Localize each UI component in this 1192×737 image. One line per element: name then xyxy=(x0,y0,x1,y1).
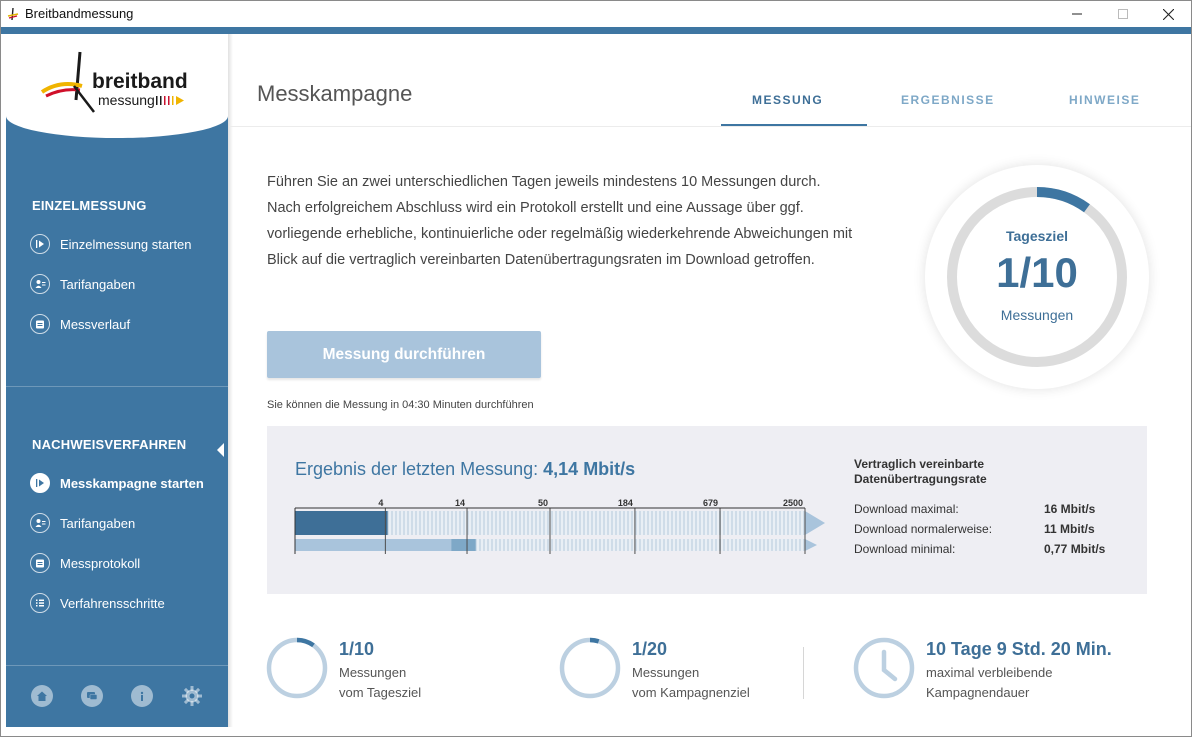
scale-stripe xyxy=(669,539,671,551)
scale-stripe xyxy=(697,511,699,535)
scale-stripe xyxy=(761,511,763,535)
scale-stripe xyxy=(597,511,599,535)
sidebar-item-messverlauf[interactable] xyxy=(30,312,130,336)
scale-stripe xyxy=(541,539,543,551)
scale-stripe xyxy=(613,511,615,535)
minimize-icon xyxy=(1072,9,1082,19)
scale-stripe xyxy=(721,511,723,535)
header-divider xyxy=(229,126,1191,127)
sidebar-item-tarifangaben-2[interactable] xyxy=(30,511,135,535)
close-button[interactable] xyxy=(1145,1,1191,27)
stat-daily-number: 1/10 xyxy=(339,639,375,659)
scale-stripe xyxy=(649,511,651,535)
scale-stripe xyxy=(797,511,799,535)
play-icon xyxy=(30,473,50,493)
scale-stripe xyxy=(453,511,455,535)
scale-stripe xyxy=(669,511,671,535)
progress-ring-daily xyxy=(266,637,328,699)
window-title: Breitbandmessung xyxy=(25,6,134,21)
scale-stripe xyxy=(789,539,791,551)
scale-stripe xyxy=(629,539,631,551)
sidebar-item-label: Messprotokoll xyxy=(60,555,141,571)
scale-stripe xyxy=(725,511,727,535)
logo-bars-icon xyxy=(156,94,186,106)
scale-stripe xyxy=(729,511,731,535)
scale-stripe xyxy=(393,511,395,535)
person-card-icon xyxy=(30,274,50,294)
scale-stripe xyxy=(557,539,559,551)
sidebar-item-messkampagne-starten[interactable] xyxy=(30,471,204,495)
scale-stripe xyxy=(593,539,595,551)
scale-stripe xyxy=(553,539,555,551)
scale-stripe xyxy=(601,511,603,535)
scale-stripe xyxy=(793,511,795,535)
sidebar-item-label: Messverlauf xyxy=(60,316,131,332)
scale-stripe xyxy=(577,539,579,551)
scale-stripe xyxy=(413,511,415,535)
scale-stripe xyxy=(673,511,675,535)
scale-stripe xyxy=(709,539,711,551)
stat-daily-line2: vom Tagesziel xyxy=(339,685,422,700)
scale-stripe xyxy=(469,511,471,535)
maximize-button[interactable] xyxy=(1100,1,1146,27)
scale-stripe xyxy=(709,511,711,535)
sidebar-item-label: Einzelmessung starten xyxy=(60,236,192,252)
scale-stripe xyxy=(801,511,803,535)
scale-stripe xyxy=(693,511,695,535)
chat-icon[interactable] xyxy=(81,685,103,707)
daily-goal-unit: Messungen xyxy=(1000,307,1074,323)
scale-stripe xyxy=(605,539,607,551)
scale-stripe xyxy=(701,511,703,535)
scale-stripe xyxy=(681,539,683,551)
scale-stripe xyxy=(693,539,695,551)
sidebar-item-tarifangaben-1[interactable] xyxy=(30,272,135,296)
logo-text-sub: messung xyxy=(98,92,155,108)
logo-mark-icon xyxy=(40,50,100,114)
scale-stripe xyxy=(497,539,499,551)
scale-stripe xyxy=(713,539,715,551)
scale-stripe xyxy=(625,511,627,535)
wait-hint: Sie können die Messung in 04:30 Minuten durchführen xyxy=(267,399,534,411)
gear-icon[interactable] xyxy=(181,685,203,707)
home-icon[interactable] xyxy=(31,685,53,707)
scale-stripe xyxy=(477,539,479,551)
scale-stripe xyxy=(609,511,611,535)
scale-stripe xyxy=(533,539,535,551)
scale-stripe xyxy=(457,511,459,535)
scale-stripe xyxy=(581,511,583,535)
page-title: Messkampagne xyxy=(257,81,413,106)
scale-stripe xyxy=(509,511,511,535)
scale-stripe xyxy=(405,511,407,535)
section-nachweisverfahren: NACHWEISVERFAHREN xyxy=(32,437,187,452)
scale-stripe xyxy=(645,511,647,535)
scale-stripe xyxy=(545,539,547,551)
scale-stripe xyxy=(785,539,787,551)
logo-area xyxy=(6,34,228,138)
scale-stripe xyxy=(445,511,447,535)
scale-stripe xyxy=(441,511,443,535)
scale-stripe xyxy=(485,511,487,535)
speed-scale xyxy=(293,494,833,558)
scale-stripe xyxy=(773,511,775,535)
scale-stripe xyxy=(749,511,751,535)
scale-tick-label: 4 xyxy=(378,498,384,508)
stat-duration-line2: Kampagnendauer xyxy=(926,685,1030,700)
scale-stripe xyxy=(605,511,607,535)
scale-stripe xyxy=(597,539,599,551)
stat-divider xyxy=(803,647,804,699)
scale-stripe xyxy=(565,539,567,551)
scale-stripe xyxy=(753,539,755,551)
contract-normal-value: 11 Mbit/s xyxy=(1044,522,1095,536)
scale-stripe xyxy=(665,511,667,535)
scale-stripe xyxy=(561,511,563,535)
scale-stripe xyxy=(757,539,759,551)
scale-stripe xyxy=(705,539,707,551)
scale-stripe xyxy=(433,511,435,535)
scale-stripe xyxy=(637,511,639,535)
scale-stripe xyxy=(529,539,531,551)
intro-text: Führen Sie an zwei unterschiedlichen Tagen jeweils mindestens 10 Messungen durch. Nach erfolgreichem Abschluss wird ein Protokoll erstellt und eine Aussage über ggf. vorliegende erhebliche, kontinuierliche oder regelmäßig wiederkehrende Abweichungen mit Blick auf die vertraglich vereinbarten Datenübertragungsraten im Download getroffen. xyxy=(267,174,853,268)
scale-stripe xyxy=(733,539,735,551)
scale-stripe xyxy=(761,539,763,551)
scale-stripe xyxy=(689,511,691,535)
scale-stripe xyxy=(737,511,739,535)
stat-campaign-number: 1/20 xyxy=(632,639,668,659)
result-value: 4,14 Mbit/s xyxy=(543,459,636,479)
scale-stripe xyxy=(657,539,659,551)
contract-normal-fill xyxy=(295,539,451,551)
sidebar-item-label: Verfahrensschritte xyxy=(60,595,165,611)
scale-stripe xyxy=(473,511,475,535)
scale-stripe xyxy=(545,511,547,535)
scale-stripe xyxy=(653,539,655,551)
section-einzelmessung: EINZELMESSUNG xyxy=(32,198,147,213)
progress-ring-campaign xyxy=(559,637,621,699)
result-title-label: Ergebnis der letzten Messung: xyxy=(295,459,539,479)
scale-stripe xyxy=(517,511,519,535)
scale-stripe xyxy=(561,539,563,551)
scale-stripe xyxy=(557,511,559,535)
sidebar-item-einzelmessung-starten[interactable] xyxy=(30,232,192,256)
scale-stripe xyxy=(769,511,771,535)
scale-tick-label: 679 xyxy=(703,498,719,508)
stat-campaign-line2: vom Kampagnenziel xyxy=(632,685,750,700)
scale-stripe xyxy=(525,539,527,551)
stat-campaign-line1: Messungen xyxy=(632,665,700,680)
scale-stripe xyxy=(601,539,603,551)
scale-stripe xyxy=(665,539,667,551)
active-indicator xyxy=(217,443,224,457)
result-title xyxy=(295,459,635,480)
scale-stripe xyxy=(397,511,399,535)
logo-text-main: breitband xyxy=(92,70,188,93)
scale-stripe xyxy=(649,539,651,551)
scale-stripe xyxy=(417,511,419,535)
scale-stripe xyxy=(641,539,643,551)
calendar-icon xyxy=(30,553,50,573)
scale-stripe xyxy=(449,511,451,535)
scale-stripe xyxy=(741,511,743,535)
sidebar-item-messprotokoll[interactable] xyxy=(30,551,140,575)
play-icon xyxy=(30,234,50,254)
measured-fill xyxy=(295,511,388,535)
scale-stripe xyxy=(621,511,623,535)
scale-stripe xyxy=(745,539,747,551)
scale-stripe xyxy=(673,539,675,551)
scale-stripe xyxy=(533,511,535,535)
scale-stripe xyxy=(689,539,691,551)
scale-stripe xyxy=(733,511,735,535)
stat-duration-number: 10 Tage 9 Std. 20 Min. xyxy=(926,639,1112,659)
scale-stripe xyxy=(577,511,579,535)
scale-stripe xyxy=(489,539,491,551)
scale-stripe xyxy=(485,539,487,551)
result-panel xyxy=(267,426,1147,594)
scale-stripe xyxy=(573,511,575,535)
scale-stripe xyxy=(785,511,787,535)
daily-goal-label: Tagesziel xyxy=(1006,228,1068,244)
sidebar-divider xyxy=(6,665,228,666)
scale-stripe xyxy=(517,539,519,551)
scale-stripe xyxy=(653,511,655,535)
scale-stripe xyxy=(773,539,775,551)
scale-stripe xyxy=(717,511,719,535)
maximize-icon xyxy=(1118,9,1128,19)
calendar-icon xyxy=(30,314,50,334)
scale-stripe xyxy=(425,511,427,535)
scale-stripe xyxy=(493,539,495,551)
scale-stripe xyxy=(661,511,663,535)
info-icon[interactable] xyxy=(131,685,153,707)
app-icon xyxy=(7,7,19,21)
scale-stripe xyxy=(573,539,575,551)
scale-stripe xyxy=(741,539,743,551)
scale-stripe xyxy=(617,511,619,535)
scale-stripe xyxy=(585,511,587,535)
scale-stripe xyxy=(521,539,523,551)
contract-max-value: 16 Mbit/s xyxy=(1044,502,1096,516)
sidebar xyxy=(6,34,228,727)
scale-stripe xyxy=(477,511,479,535)
scale-stripe xyxy=(589,539,591,551)
scale-stripe xyxy=(677,539,679,551)
scale-tick-label: 50 xyxy=(537,498,548,508)
scale-stripe xyxy=(461,511,463,535)
start-measurement-button[interactable]: Messung durchführen xyxy=(267,331,541,378)
scale-stripe xyxy=(569,511,571,535)
contract-normal-label: Download normalerweise: xyxy=(854,522,993,536)
scale-stripe xyxy=(781,539,783,551)
contract-max-label: Download maximal: xyxy=(854,502,959,516)
scale-stripe xyxy=(645,539,647,551)
scale-stripe xyxy=(565,511,567,535)
scale-stripe xyxy=(437,511,439,535)
scale-stripe xyxy=(505,511,507,535)
scale-tick-label: 184 xyxy=(617,498,633,508)
scale-stripe xyxy=(753,511,755,535)
scale-stripe xyxy=(429,511,431,535)
scale-stripe xyxy=(513,511,515,535)
scale-stripe xyxy=(641,511,643,535)
scale-stripe xyxy=(505,539,507,551)
accent-strip xyxy=(1,27,1191,34)
sidebar-divider xyxy=(6,386,228,387)
scale-stripe xyxy=(629,511,631,535)
title-bar xyxy=(1,1,1191,27)
scale-stripe xyxy=(661,539,663,551)
scale-stripe xyxy=(537,511,539,535)
contract-range-fill xyxy=(451,539,475,551)
sidebar-item-label: Tarifangaben xyxy=(60,276,136,292)
scale-stripe xyxy=(521,511,523,535)
scale-stripe xyxy=(585,539,587,551)
scale-stripe xyxy=(705,511,707,535)
scale-stripe xyxy=(781,511,783,535)
scale-stripe xyxy=(765,539,767,551)
scale-stripe xyxy=(797,539,799,551)
scale-stripe xyxy=(685,539,687,551)
scale-stripe xyxy=(421,511,423,535)
scale-stripe xyxy=(621,539,623,551)
scale-stripe xyxy=(493,511,495,535)
scale-stripe xyxy=(637,539,639,551)
scale-stripe xyxy=(509,539,511,551)
scale-stripe xyxy=(513,539,515,551)
scale-arrow-lower xyxy=(805,539,817,551)
scale-stripe xyxy=(501,511,503,535)
tab-hinweise[interactable]: HINWEISE xyxy=(1069,93,1141,107)
scale-stripe xyxy=(777,539,779,551)
scale-stripe xyxy=(481,539,483,551)
scale-stripe xyxy=(489,511,491,535)
scale-stripe xyxy=(789,511,791,535)
stat-duration-line1: maximal verbleibende xyxy=(926,665,1053,680)
sidebar-item-label: Tarifangaben xyxy=(60,515,136,531)
scale-tick-label: 14 xyxy=(455,498,466,508)
scale-stripe xyxy=(525,511,527,535)
scale-stripe xyxy=(529,511,531,535)
contract-min-value: 0,77 Mbit/s xyxy=(1044,542,1106,556)
scale-arrow-upper xyxy=(805,511,825,535)
scale-stripe xyxy=(589,511,591,535)
scale-stripe xyxy=(729,539,731,551)
scale-stripe xyxy=(609,539,611,551)
scale-stripe xyxy=(541,511,543,535)
contract-min-label: Download minimal: xyxy=(854,542,956,556)
scale-stripe xyxy=(497,511,499,535)
scale-stripe xyxy=(481,511,483,535)
scale-stripe xyxy=(685,511,687,535)
contract-title-line2: Datenübertragungsrate xyxy=(854,472,987,486)
scale-stripe xyxy=(569,539,571,551)
scale-stripe xyxy=(697,539,699,551)
scale-stripe xyxy=(593,511,595,535)
tab-ergebnisse[interactable]: ERGEBNISSE xyxy=(901,93,995,107)
scale-stripe xyxy=(657,511,659,535)
scale-stripe xyxy=(713,511,715,535)
scale-stripe xyxy=(801,539,803,551)
scale-stripe xyxy=(501,539,503,551)
scale-stripe xyxy=(777,511,779,535)
list-icon xyxy=(30,593,50,613)
daily-goal-value: 1/10 xyxy=(996,249,1078,296)
scale-stripe xyxy=(737,539,739,551)
scale-stripe xyxy=(613,539,615,551)
sidebar-item-label: Messkampagne starten xyxy=(60,475,204,491)
tab-messung[interactable]: MESSUNG xyxy=(752,93,824,107)
scale-stripe xyxy=(553,511,555,535)
scale-tick-label: 2500 xyxy=(782,498,803,508)
active-tab-underline xyxy=(721,124,867,126)
scale-stripe xyxy=(757,511,759,535)
scale-stripe xyxy=(725,539,727,551)
scale-stripe xyxy=(717,539,719,551)
scale-stripe xyxy=(769,539,771,551)
sidebar-item-verfahrensschritte[interactable] xyxy=(30,591,165,615)
scale-stripe xyxy=(581,539,583,551)
minimize-button[interactable] xyxy=(1054,1,1100,27)
close-icon xyxy=(1163,9,1174,20)
scale-stripe xyxy=(617,539,619,551)
scale-stripe xyxy=(401,511,403,535)
scale-stripe xyxy=(701,539,703,551)
contract-title-line1: Vertraglich vereinbarte xyxy=(854,457,985,471)
scale-stripe xyxy=(677,511,679,535)
scale-stripe xyxy=(409,511,411,535)
stat-daily-line1: Messungen xyxy=(339,665,407,680)
scale-stripe xyxy=(721,539,723,551)
sidebar-shadow xyxy=(228,34,233,727)
contract-title xyxy=(854,457,987,487)
clock-icon xyxy=(853,637,915,699)
scale-stripe xyxy=(681,511,683,535)
scale-stripe xyxy=(793,539,795,551)
scale-stripe xyxy=(389,511,391,535)
scale-stripe xyxy=(625,539,627,551)
scale-stripe xyxy=(537,539,539,551)
person-card-icon xyxy=(30,513,50,533)
scale-stripe xyxy=(765,511,767,535)
scale-stripe xyxy=(745,511,747,535)
scale-stripe xyxy=(749,539,751,551)
